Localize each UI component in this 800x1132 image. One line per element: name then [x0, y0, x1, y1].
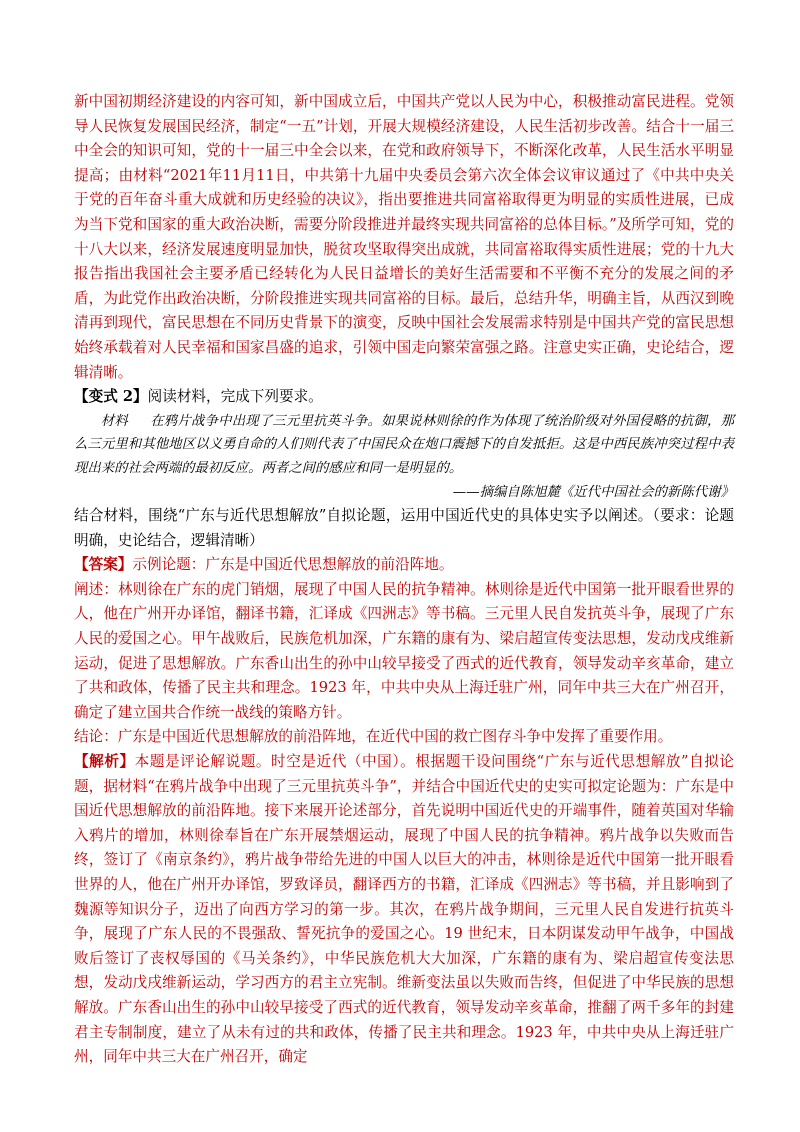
- answer-conclusion: 结论：广东是中国近代思想解放的前沿阵地，在近代中国的救亡图存斗争中发挥了重要作用。: [74, 728, 673, 746]
- analysis-label: 【解析】: [74, 753, 135, 771]
- material-label: 材料: [100, 413, 128, 429]
- material-text: 在鸦片战争中出现了三元里抗英斗争。如果说林则徐的作为体现了统治阶级对外国侵略的抗御，那么三元里和其他地区以义勇自命的人们则代表了中国民众在炮口震撼下的自发抵拒。这是中西民族冲突过程中表现出来的社会两端的最初反应。两者之间的感应和同一是明显的。: [74, 413, 734, 476]
- variant-label: 【变式 2】: [74, 388, 148, 406]
- answer-thesis: [74, 553, 734, 578]
- document-page: [74, 90, 734, 1070]
- question-text: 结合材料，围绕“广东与近代思想解放”自拟论题，运用中国近代史的具体史实予以阐述。（要求：论题明确，史论结合，逻辑清晰）: [74, 507, 734, 549]
- answer-thesis-text: 示例论题：广东是中国近代思想解放的前沿阵地。: [132, 556, 454, 574]
- variant-heading: [74, 385, 734, 410]
- analysis-text: 本题是评论解说题。时空是近代（中国）。根据题干设问围绕“广东与近代思想解放”自拟论题，据材料“在鸦片战争中出现了三元里抗英斗争”，并结合中国近代史的史实可拟定论题为：广东是中国近代思想解放的前沿阵地。接下来展开论述部分，首先说明中国近代史的开端事件，随着英国对华输入鸦片的增加，林则徐奉旨在广东开展禁烟运动，展现了中国人民的抗争精神。鸦片战争以失败而告终，签订了《南京条约》，鸦片战争带给先进的中国人以巨大的冲击，林则徐是近代中国第一批开眼看世界的人，他在广州开办译馆，罗致译员，翻译西方的书籍，汇译成《四洲志》等书稿，并且影响到了魏源等知识分子，迈出了向西方学习的第一步。其次，在鸦片战争期间，三元里人民自发进行抗英斗争，展现了广东人民的不畏强敌、誓死抗争的爱国之心。19 世纪末，日本阴谋发动甲午战争，中国战败后签订了丧权辱国的《马关条约》，中华民族危机大大加深，广东籍的康有为、梁启超宣传变法思想，发动戊戌维新运动，学习西方的君主立宪制。维新变法虽以失败而告终，但促进了中华民族的思想解放。广东香山出生的孙中山较早接受了西式的近代教育，领导发动辛亥革命，推翻了两千多年的封建君主专制制度，建立了从未有过的共和政体，传播了民主共和理念。1923 年，中共中央从上海迁驻广州，同年中共三大在广州召开，确定: [74, 753, 734, 1066]
- material-paragraph: [74, 410, 734, 481]
- answer-label: 【答案】: [74, 556, 133, 574]
- material-source: ——摘编自陈旭麓《近代中国社会的新陈代谢》: [452, 484, 734, 500]
- answer-elaboration: 阐述：林则徐在广东的虎门销烟，展现了中国人民的抗争精神。林则徐是近代中国第一批开眼看世界的人，他在广州开办译馆，翻译书籍，汇译成《四洲志》等书稿。三元里人民自发抗英斗争，展现了广东人民的爱国之心。甲午战败后，民族危机加深，广东籍的康有为、梁启超宣传变法思想，发动戊戌维新运动，促进了思想解放。广东香山出生的孙中山较早接受了西式的近代教育，领导发动辛亥革命，建立了共和政体，传播了民主共和理念。1923 年，中共中央从上海迁驻广州，同年中共三大在广州召开，确定了建立国共合作统一战线的策略方针。: [74, 580, 734, 721]
- previous-analysis-paragraph: 新中国初期经济建设的内容可知，新中国成立后，中国共产党以人民为中心，积极推动富民进程。党领导人民恢复发展国民经济，制定“一五”计划，开展大规模经济建设，人民生活初步改善。结合十一届三中全会的知识可知，党的十一届三中全会以来，在党和政府领导下，不断深化改革，人民生活水平明显提高；由材料“2021年11月11日，中共第十九届中央委员会第六次全体会议审议通过了《中共中央关于党的百年奋斗重大成就和历史经验的决议》，指出要推进共同富裕取得更为明显的实质性进展，已成为当下党和国家的重大政治决断，需要分阶段推进并最终实现共同富裕的总体目标。”及所学可知，党的十八大以来，经济发展速度明显加快，脱贫攻坚取得突出成就，共同富裕取得实质性进展；党的十九大报告指出我国社会主要矛盾已经转化为人民日益增长的美好生活需要和不平衡不充分的发展之间的矛盾，为此党作出政治决断，分阶段推进实现共同富裕的目标。最后，总结升华，明确主旨，从西汉到晚清再到现代，富民思想在不同历史背景下的演变，反映中国社会发展需求特别是中国共产党的富民思想始终承载着对人民幸福和国家昌盛的追求，引领中国走向繁荣富强之路。注意史实正确，史论结合，逻辑清晰。: [74, 93, 734, 381]
- analysis-paragraph: [74, 750, 734, 1070]
- variant-instruction: 阅读材料，完成下列要求。: [147, 388, 323, 406]
